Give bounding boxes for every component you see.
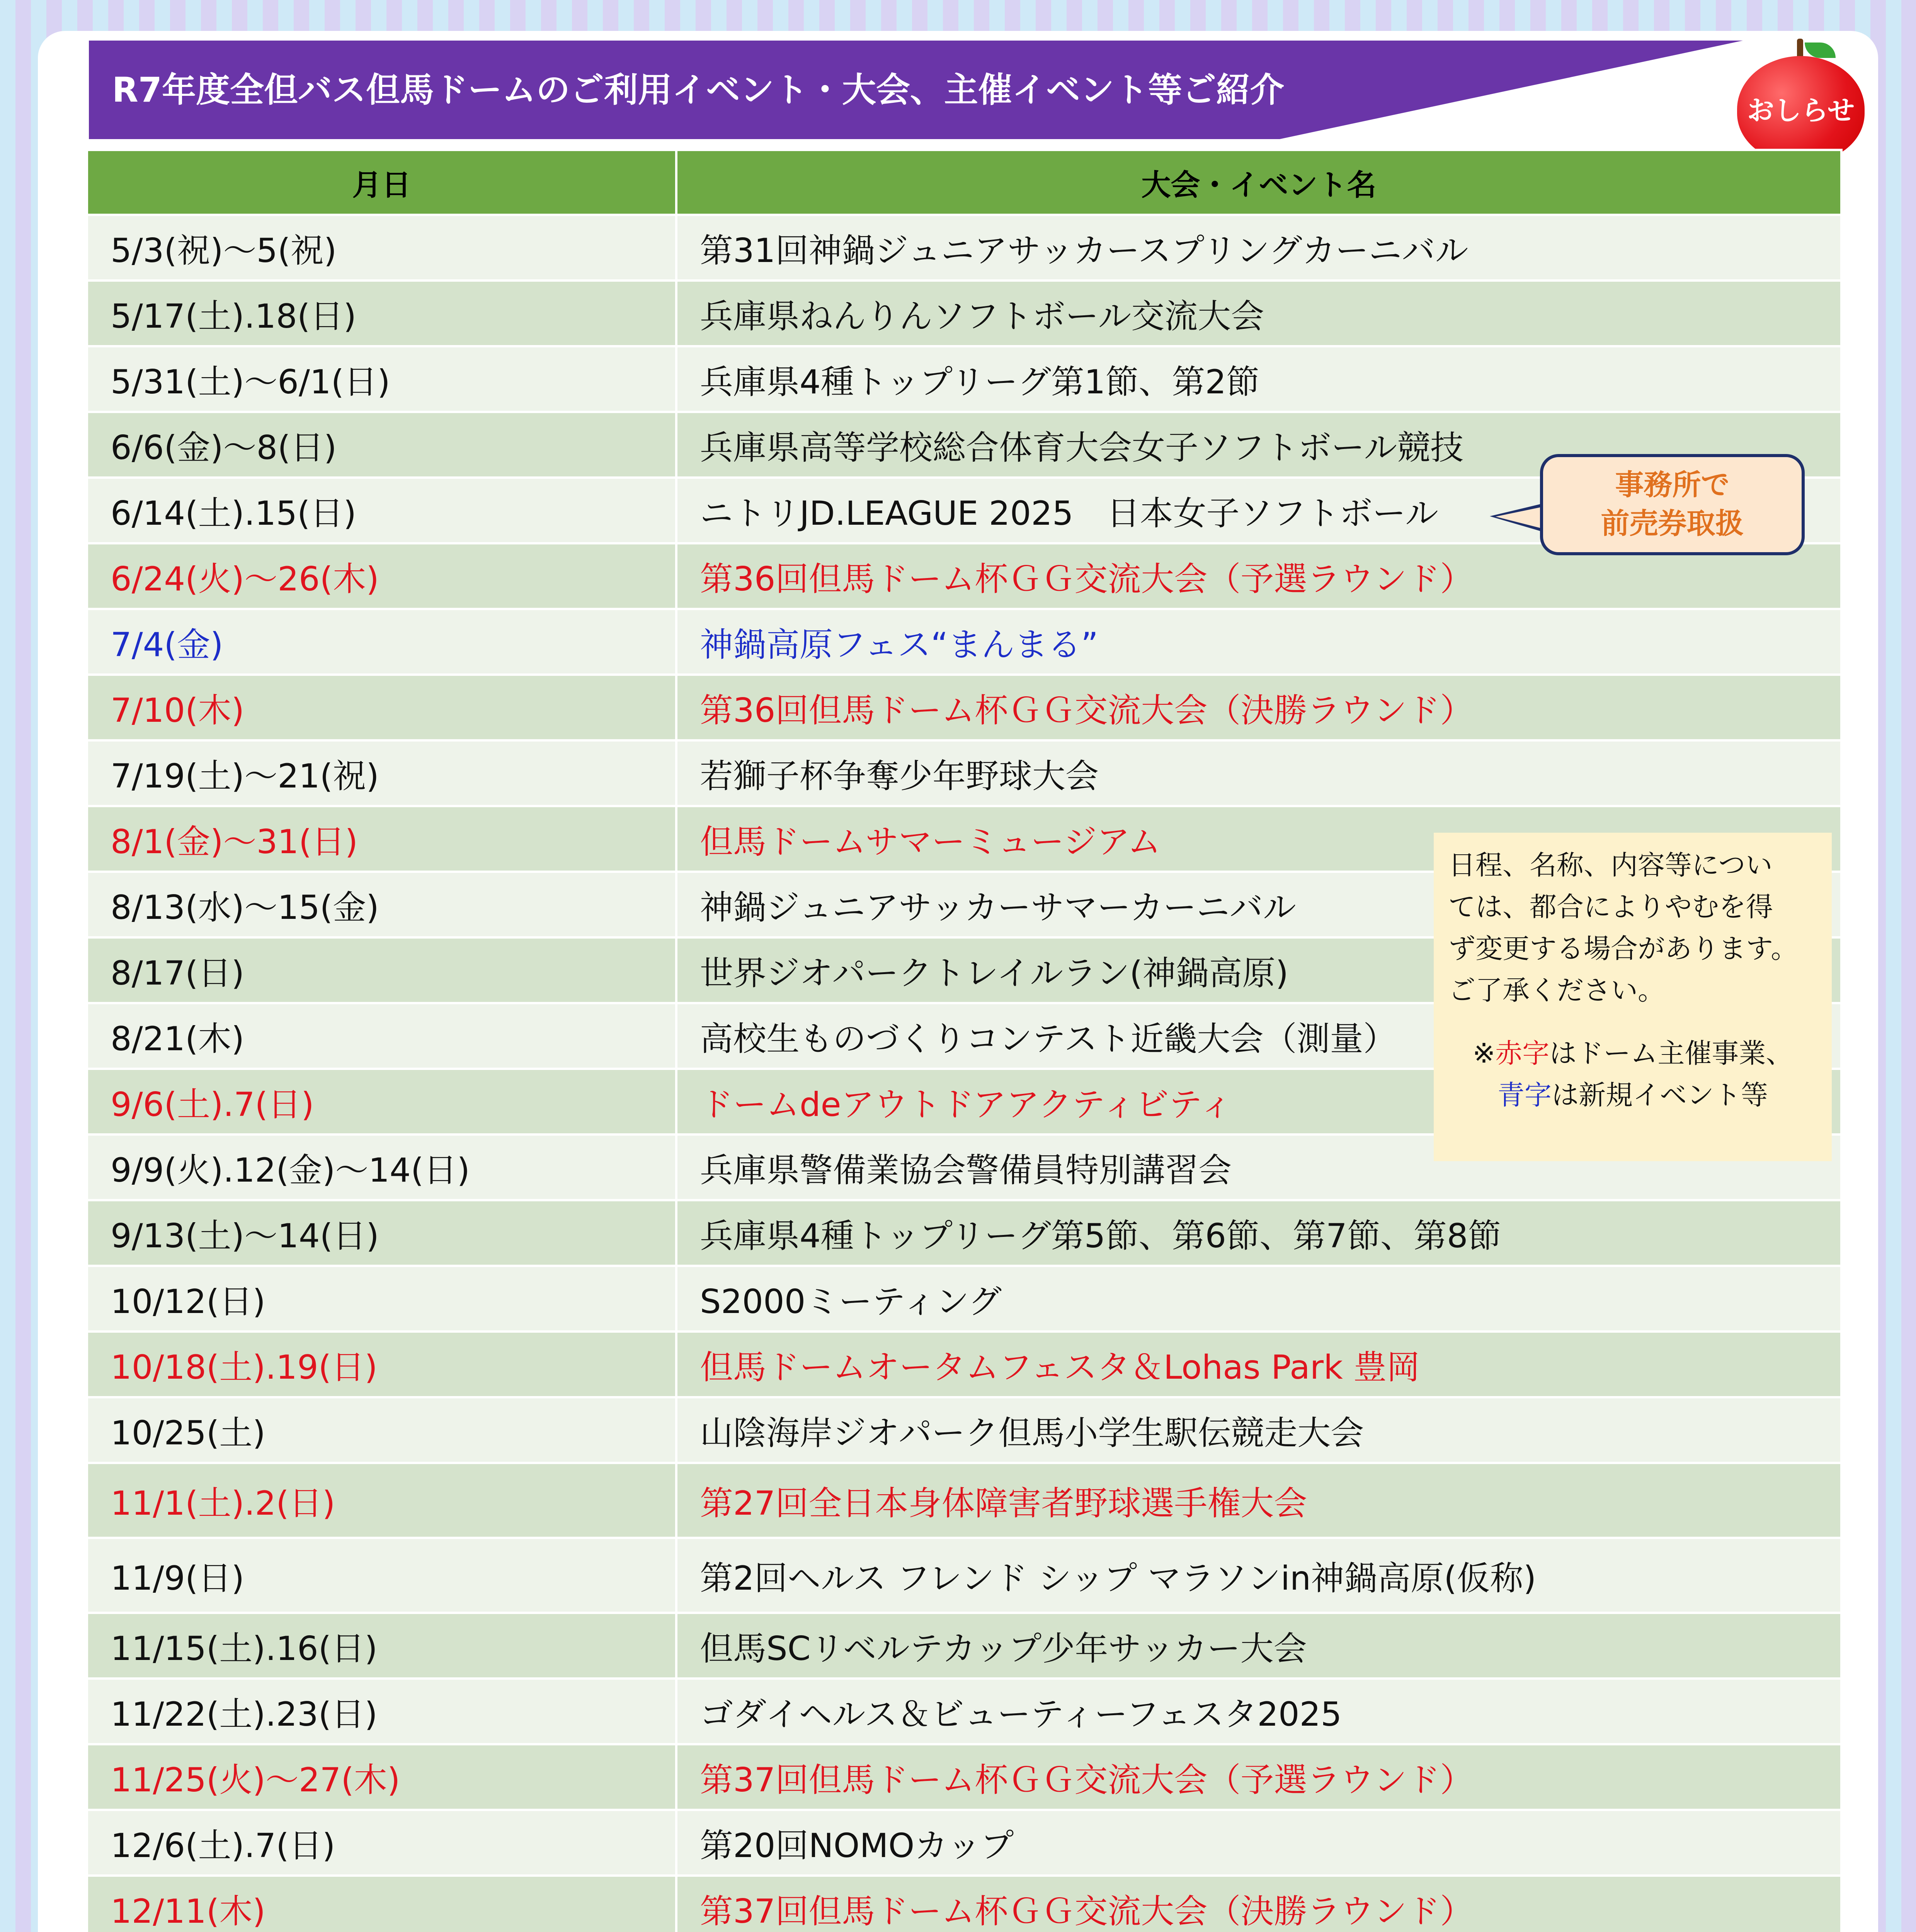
- table-row: [87, 1613, 1841, 1679]
- event-date-cell: 11/15(土).16(日): [87, 1613, 676, 1679]
- table-row: [87, 1266, 1841, 1332]
- event-date-cell: 8/17(日): [87, 937, 676, 1003]
- legend-red: 赤字: [1495, 1037, 1550, 1069]
- table-header-row: [87, 150, 1841, 215]
- notice-badge-text: おしらせ: [1747, 95, 1855, 126]
- event-name-cell: 神鍋高原フェス“まんまる”: [676, 609, 1841, 675]
- notice-line: 日程、名称、内容等につい: [1448, 849, 1773, 881]
- event-name-cell: 但馬ドームサマーミュージアム: [676, 806, 1841, 872]
- color-legend-2: [1448, 1074, 1817, 1116]
- color-legend: [1448, 1032, 1817, 1074]
- legend-red-suffix: はドーム主催事業、: [1549, 1037, 1793, 1069]
- table-row: [87, 215, 1841, 281]
- apple-badge: [1737, 39, 1865, 162]
- event-date-cell: 8/21(木): [87, 1003, 676, 1069]
- callout-line-2: 前売券取扱: [1601, 507, 1744, 540]
- table-row: [87, 609, 1841, 675]
- table-row: [87, 740, 1841, 806]
- event-date-cell: 5/17(土).18(日): [87, 281, 676, 346]
- event-name-cell: 世界ジオパークトレイルラン(神鍋高原): [676, 937, 1841, 1003]
- event-name-cell: 兵庫県4種トップリーグ第5節、第6節、第7節、第8節: [676, 1200, 1841, 1266]
- event-name-cell: 兵庫県ねんりんソフトボール交流大会: [676, 281, 1841, 346]
- event-date-cell: 5/3(祝)～5(祝): [87, 215, 676, 281]
- table-row: [87, 1810, 1841, 1876]
- event-date-cell: 9/13(土)～14(日): [87, 1200, 676, 1266]
- table-row: [87, 281, 1841, 346]
- event-date-cell: 10/25(土): [87, 1397, 676, 1463]
- event-name-cell: S2000ミーティング: [676, 1266, 1841, 1332]
- table-row: [87, 1200, 1841, 1266]
- leaf-icon: [1805, 43, 1836, 58]
- table-row: [87, 1397, 1841, 1463]
- event-name-cell: 第27回全日本身体障害者野球選手権大会: [676, 1463, 1841, 1538]
- event-date-cell: 12/11(木): [87, 1876, 676, 1932]
- column-header-date: 月日: [87, 150, 676, 215]
- page-title: R7年度全但バス但馬ドームのご利用イベント・大会、主催イベント等ご紹介: [112, 70, 1284, 110]
- event-date-cell: 11/25(火)～27(木): [87, 1744, 676, 1810]
- table-row: [87, 1744, 1841, 1810]
- event-date-cell: 5/31(土)～6/1(日): [87, 346, 676, 412]
- event-name-cell: 第20回NOMOカップ: [676, 1810, 1841, 1876]
- event-date-cell: 10/18(土).19(日): [87, 1332, 676, 1397]
- event-name-cell: 兵庫県警備業協会警備員特別講習会: [676, 1134, 1841, 1200]
- table-row: [87, 1679, 1841, 1744]
- notice-line: ず変更する場合があります。: [1448, 933, 1798, 964]
- event-date-cell: 7/19(土)～21(祝): [87, 740, 676, 806]
- event-date-cell: 6/24(火)～26(木): [87, 543, 676, 609]
- event-name-cell: ニトリJD.LEAGUE 2025 日本女子ソフトボール: [676, 478, 1841, 543]
- event-date-cell: 11/9(日): [87, 1538, 676, 1613]
- event-name-cell: ドームdeアウトドアアクティビティ: [676, 1069, 1841, 1134]
- event-name-cell: 第2回ヘルス フレンド シップ マラソンin神鍋高原(仮称): [676, 1538, 1841, 1613]
- event-name-cell: 高校生ものづくりコンテスト近畿大会（測量）: [676, 1003, 1841, 1069]
- schedule-notice: [1434, 833, 1832, 1161]
- event-name-cell: ゴダイヘルス＆ビューティーフェスタ2025: [676, 1679, 1841, 1744]
- event-name-cell: 但馬SCリベルテカップ少年サッカー大会: [676, 1613, 1841, 1679]
- event-name-cell: 第37回但馬ドーム杯ＧＧ交流大会（決勝ラウンド）: [676, 1876, 1841, 1932]
- event-date-cell: 6/14(土).15(日): [87, 478, 676, 543]
- table-row: [87, 675, 1841, 740]
- event-date-cell: 6/6(金)～8(日): [87, 412, 676, 478]
- event-name-cell: 第37回但馬ドーム杯ＧＧ交流大会（予選ラウンド）: [676, 1744, 1841, 1810]
- table-row: [87, 346, 1841, 412]
- event-date-cell: 11/1(土).2(日): [87, 1463, 676, 1538]
- callout-line-1: 事務所で: [1615, 468, 1730, 502]
- event-date-cell: 11/22(土).23(日): [87, 1679, 676, 1744]
- ticket-callout: [1540, 454, 1805, 555]
- table-row: [87, 1332, 1841, 1397]
- table-row: [87, 1463, 1841, 1538]
- column-header-event: 大会・イベント名: [676, 150, 1841, 215]
- event-date-cell: 7/4(金): [87, 609, 676, 675]
- event-name-cell: 山陰海岸ジオパーク但馬小学生駅伝競走大会: [676, 1397, 1841, 1463]
- event-date-cell: 8/1(金)～31(日): [87, 806, 676, 872]
- notice-line: ご了承ください。: [1448, 975, 1665, 1006]
- event-name-cell: 兵庫県高等学校総合体育大会女子ソフトボール競技: [676, 412, 1841, 478]
- table-row: [87, 1538, 1841, 1613]
- legend-blue: 青字: [1497, 1079, 1552, 1111]
- event-name-cell: 第36回但馬ドーム杯ＧＧ交流大会（決勝ラウンド）: [676, 675, 1841, 740]
- event-date-cell: 9/6(土).7(日): [87, 1069, 676, 1134]
- event-date-cell: 9/9(火).12(金)～14(日): [87, 1134, 676, 1200]
- event-date-cell: 7/10(木): [87, 675, 676, 740]
- event-name-cell: 神鍋ジュニアサッカーサマーカーニバル: [676, 872, 1841, 937]
- event-name-cell: 若獅子杯争奪少年野球大会: [676, 740, 1841, 806]
- event-date-cell: 10/12(日): [87, 1266, 676, 1332]
- table-row: [87, 1876, 1841, 1932]
- event-name-cell: 第36回但馬ドーム杯ＧＧ交流大会（予選ラウンド）: [676, 543, 1841, 609]
- notice-line: ては、都合によりやむを得: [1448, 891, 1773, 923]
- event-name-cell: 但馬ドームオータムフェスタ＆Lohas Park 豊岡: [676, 1332, 1841, 1397]
- event-name-cell: 兵庫県4種トップリーグ第1節、第2節: [676, 346, 1841, 412]
- event-date-cell: 12/6(土).7(日): [87, 1810, 676, 1876]
- event-date-cell: 8/13(水)～15(金): [87, 872, 676, 937]
- legend-blue-suffix: は新規イベント等: [1552, 1079, 1768, 1111]
- event-name-cell: 第31回神鍋ジュニアサッカースプリングカーニバル: [676, 215, 1841, 281]
- legend-mark: ※: [1472, 1037, 1496, 1069]
